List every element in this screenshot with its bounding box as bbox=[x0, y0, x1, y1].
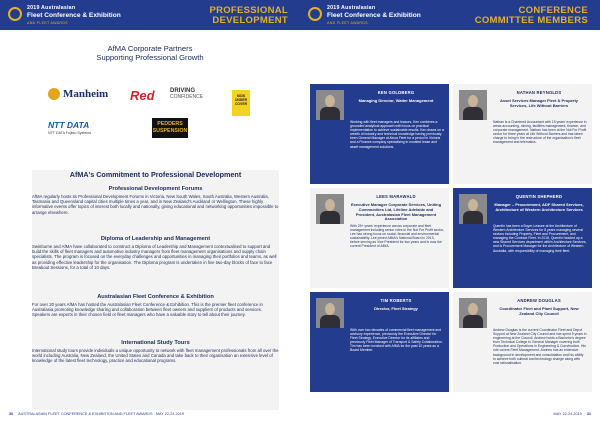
page-title-line1: CONFERENCE bbox=[518, 5, 588, 16]
commitment-title: AfMA's Commitment to Professional Development bbox=[69, 170, 242, 179]
section-heading: International Study Tours bbox=[121, 340, 190, 346]
logo-event: Fleet Conference & Exhibition bbox=[27, 12, 121, 19]
member-name: ANDREW DOUGLAS bbox=[517, 298, 561, 303]
member-bio: Nathan is a Chartered Accountant with 15 years' experience in areas accounting, mining, facilities management, finance, and corporate management. Nathan has been at the Not For Profit sector for three years at Life Without Barriers and has taken charge to bring in the restructure of the organisation's fleet management and telematics. bbox=[493, 120, 587, 145]
member-card bbox=[310, 292, 449, 392]
member-card bbox=[453, 292, 592, 392]
driving-confidence-logo: DRIVING CONFIDENCE bbox=[170, 88, 204, 100]
right-footer bbox=[554, 412, 591, 416]
partners-title: AfMA Corporate Partners bbox=[107, 44, 193, 53]
partners-subtitle: Supporting Professional Growth bbox=[96, 53, 204, 62]
member-photo bbox=[316, 194, 344, 224]
member-role: Asset Services Manager Fleet & Property Services, Life Without Barriers bbox=[499, 98, 579, 108]
member-name: QUENTIN SHEPHERD bbox=[515, 194, 563, 199]
member-role: Coordinator Fleet and Plant Support, New Zealand City Council bbox=[499, 306, 579, 316]
member-bio: With over two decades of commercial fleet management and advisory experience, previously the Executive Director for Fleet Strategy, Executive Director for its affiliates and previously Fleet Manager of Transport & Safety Collaboration. Tim has been involved with AfMA for the past 10 years as a Board Member. bbox=[350, 328, 443, 353]
section-body: AfMA regularly hosts its Professional Development Forums in Victoria, New South Wales, South Australia, Western Australia, Tasmania and Queensland capital cities multiple times a year, and in New Zealand's Auckland or Wellington. These highly informative events offer topics of interest both locally and nationally, giving educational and networking opportunities impossible to arrange elsewhere. bbox=[32, 194, 279, 215]
member-role: Director, Fleet Strategy bbox=[374, 306, 418, 311]
member-card bbox=[453, 188, 592, 288]
section-body: For over 20 years AfMA has hosted the Australasian Fleet Conference & Exhibition. This is the premier fleet conference in Australasia promoting knowledge sharing and collaboration between fleet owners and suppliers of products and services. Speakers are experts in their chosen field or fleet managers who have a valuable story to tell about their journey. bbox=[32, 302, 263, 318]
page-title bbox=[475, 6, 588, 26]
manheim-logo: Manheim bbox=[48, 88, 108, 100]
footer-text: AUSTRALASIAN FLEET CONFERENCE & EXHIBITION AND FLEET AWARDS · MAY 22-24 2019 bbox=[18, 412, 185, 416]
committee-row bbox=[310, 292, 592, 392]
member-card bbox=[310, 188, 449, 288]
manheim-emblem-icon bbox=[48, 88, 60, 100]
conference-logo-icon bbox=[8, 7, 22, 21]
ntt-data-logo: NTT DATA bbox=[48, 120, 90, 130]
section-heading: Professional Development Forums bbox=[108, 186, 203, 192]
section-heading: Diploma of Leadership and Management bbox=[100, 236, 211, 242]
page-title bbox=[209, 6, 288, 26]
member-name: NATHAN REYNOLDS bbox=[516, 90, 562, 95]
member-role: Managing Director, Waiter Management bbox=[358, 98, 434, 103]
left-footer bbox=[9, 412, 184, 416]
member-photo bbox=[316, 298, 344, 328]
footer-text: MAY 22-24 2019 bbox=[553, 412, 582, 416]
member-card bbox=[310, 84, 449, 184]
ntt-data-sub-logo: NTT DATA Fujitsu Systems bbox=[48, 131, 92, 135]
right-page-header bbox=[300, 0, 600, 30]
member-photo bbox=[459, 194, 487, 224]
member-photo bbox=[459, 90, 487, 120]
member-card bbox=[453, 84, 592, 184]
committee-row bbox=[310, 84, 592, 184]
section-conference bbox=[32, 294, 279, 318]
member-photo bbox=[316, 90, 344, 120]
kids-under-cover-logo: KIDS UNDER COVER bbox=[232, 90, 250, 116]
right-page bbox=[300, 0, 600, 424]
section-pd-forums bbox=[32, 186, 279, 215]
page-number: 30 bbox=[9, 412, 14, 416]
logo-sub: AND FLEET AWARDS bbox=[327, 21, 368, 25]
page-title-line2: DEVELOPMENT bbox=[212, 15, 288, 26]
section-body: Swinburne and AfMA have collaborated to construct a Diploma of Leadership and Management contextualised to support and build the skills of fleet managers and automotive industry managers from fleet management organisations and supply chain specialists. The program is focused on the everyday challenges and opportunities in managing their portfolios and teams, as well as providing effective leadership for the organisation. The Diploma program is undertaken in five two-day blocks of face to face Breakout Sessions, for a total of 10 days. bbox=[32, 244, 277, 270]
page-number: 31 bbox=[586, 412, 591, 416]
member-bio: Working with fleet managers and leasors, Ken combines a grounded analytical approach with focus on practical implementation to achieve sustainable results. Ken draws on a wealth of industry and technical knowledge having previously been General Manager at Alcoa Fleet for a period in Victoria and a Finance company specialising in novated lease and asset management solutions. bbox=[350, 120, 444, 149]
member-name: KEN GOLDBERG bbox=[377, 90, 415, 95]
logo-year: 2019 Australasian bbox=[327, 5, 376, 11]
member-role: Executive Manager Corporate Services, Uniting Communities Ltd, Lifeline Adelaide and President, Australasian Fleet Management Association bbox=[350, 202, 442, 222]
member-bio: Quentin has been a Buyer-Leasee at the Architecture of Western Architecture Services for 8 years managing several sectors including Property, Fleet and Procurement, and managing the Contract Fleet. In 2018, Quentin headed up a new Shared Services department within Architecture Services, and is Procurement Manager for the Architecture of Western Australia, with responsibility of managing their fleet. bbox=[493, 224, 587, 253]
member-bio: Andrew Douglas is the current Coordinator Fleet and Depot Support at New Zealand City Council and has spent 5 years in engineering at the Council. Andrew holds a Bachelor's degree from Technical College to General Manager covering both Production and Operations in Engineering & Construction. His role covers Fleet Management. Andrew has an extensive background in development and consolidation and his ability to achieve both cultural and technology change along with cost rationalisation. bbox=[493, 328, 587, 365]
partners-heading bbox=[0, 44, 300, 62]
section-heading: Australasian Fleet Conference & Exhibition bbox=[97, 294, 214, 300]
conference-logo-icon bbox=[308, 7, 322, 21]
left-page-header bbox=[0, 0, 300, 30]
redbook-logo: Red bbox=[130, 88, 155, 103]
member-name: TIM ROBERTS bbox=[380, 298, 412, 303]
member-photo bbox=[459, 298, 487, 328]
section-diploma bbox=[32, 236, 279, 270]
committee-row bbox=[310, 188, 592, 288]
pedders-logo: PEDDERS SUSPENSION bbox=[152, 118, 188, 138]
commitment-box bbox=[32, 170, 279, 410]
member-role: Manager – Procurement, ADF Shared Services, Architecture of Western Architecture Services bbox=[494, 202, 584, 212]
logo-year: 2019 Australasian bbox=[27, 5, 76, 11]
section-study-tours bbox=[32, 340, 279, 364]
logo-event: Fleet Conference & Exhibition bbox=[327, 12, 421, 19]
member-bio: With 25+ years' experience across corporate and fleet management including senior roles in the Not For Profit sector, Lee has strong focus on social, financial and environmental sustainability. Lee joined AfMA's National Board in 2013, before serving as Vice President for two years and is now the current President of AfMA. bbox=[350, 224, 444, 249]
page-title-line1: PROFESSIONAL bbox=[209, 5, 288, 16]
member-name: LEES MARAWALD bbox=[376, 194, 416, 199]
page-title-line2: COMMITTEE MEMBERS bbox=[474, 15, 588, 26]
section-body: International study tours provide individuals a unique opportunity to network with fleet management professionals from all over the world including Australia, New Zealand, the United States and Canada and take back to their organisation an extensive level of knowledge of the latest fleet technology, practice and educational programs. bbox=[32, 348, 279, 364]
partner-logos bbox=[42, 80, 262, 140]
logo-sub: AND FLEET AWARDS bbox=[27, 21, 68, 25]
